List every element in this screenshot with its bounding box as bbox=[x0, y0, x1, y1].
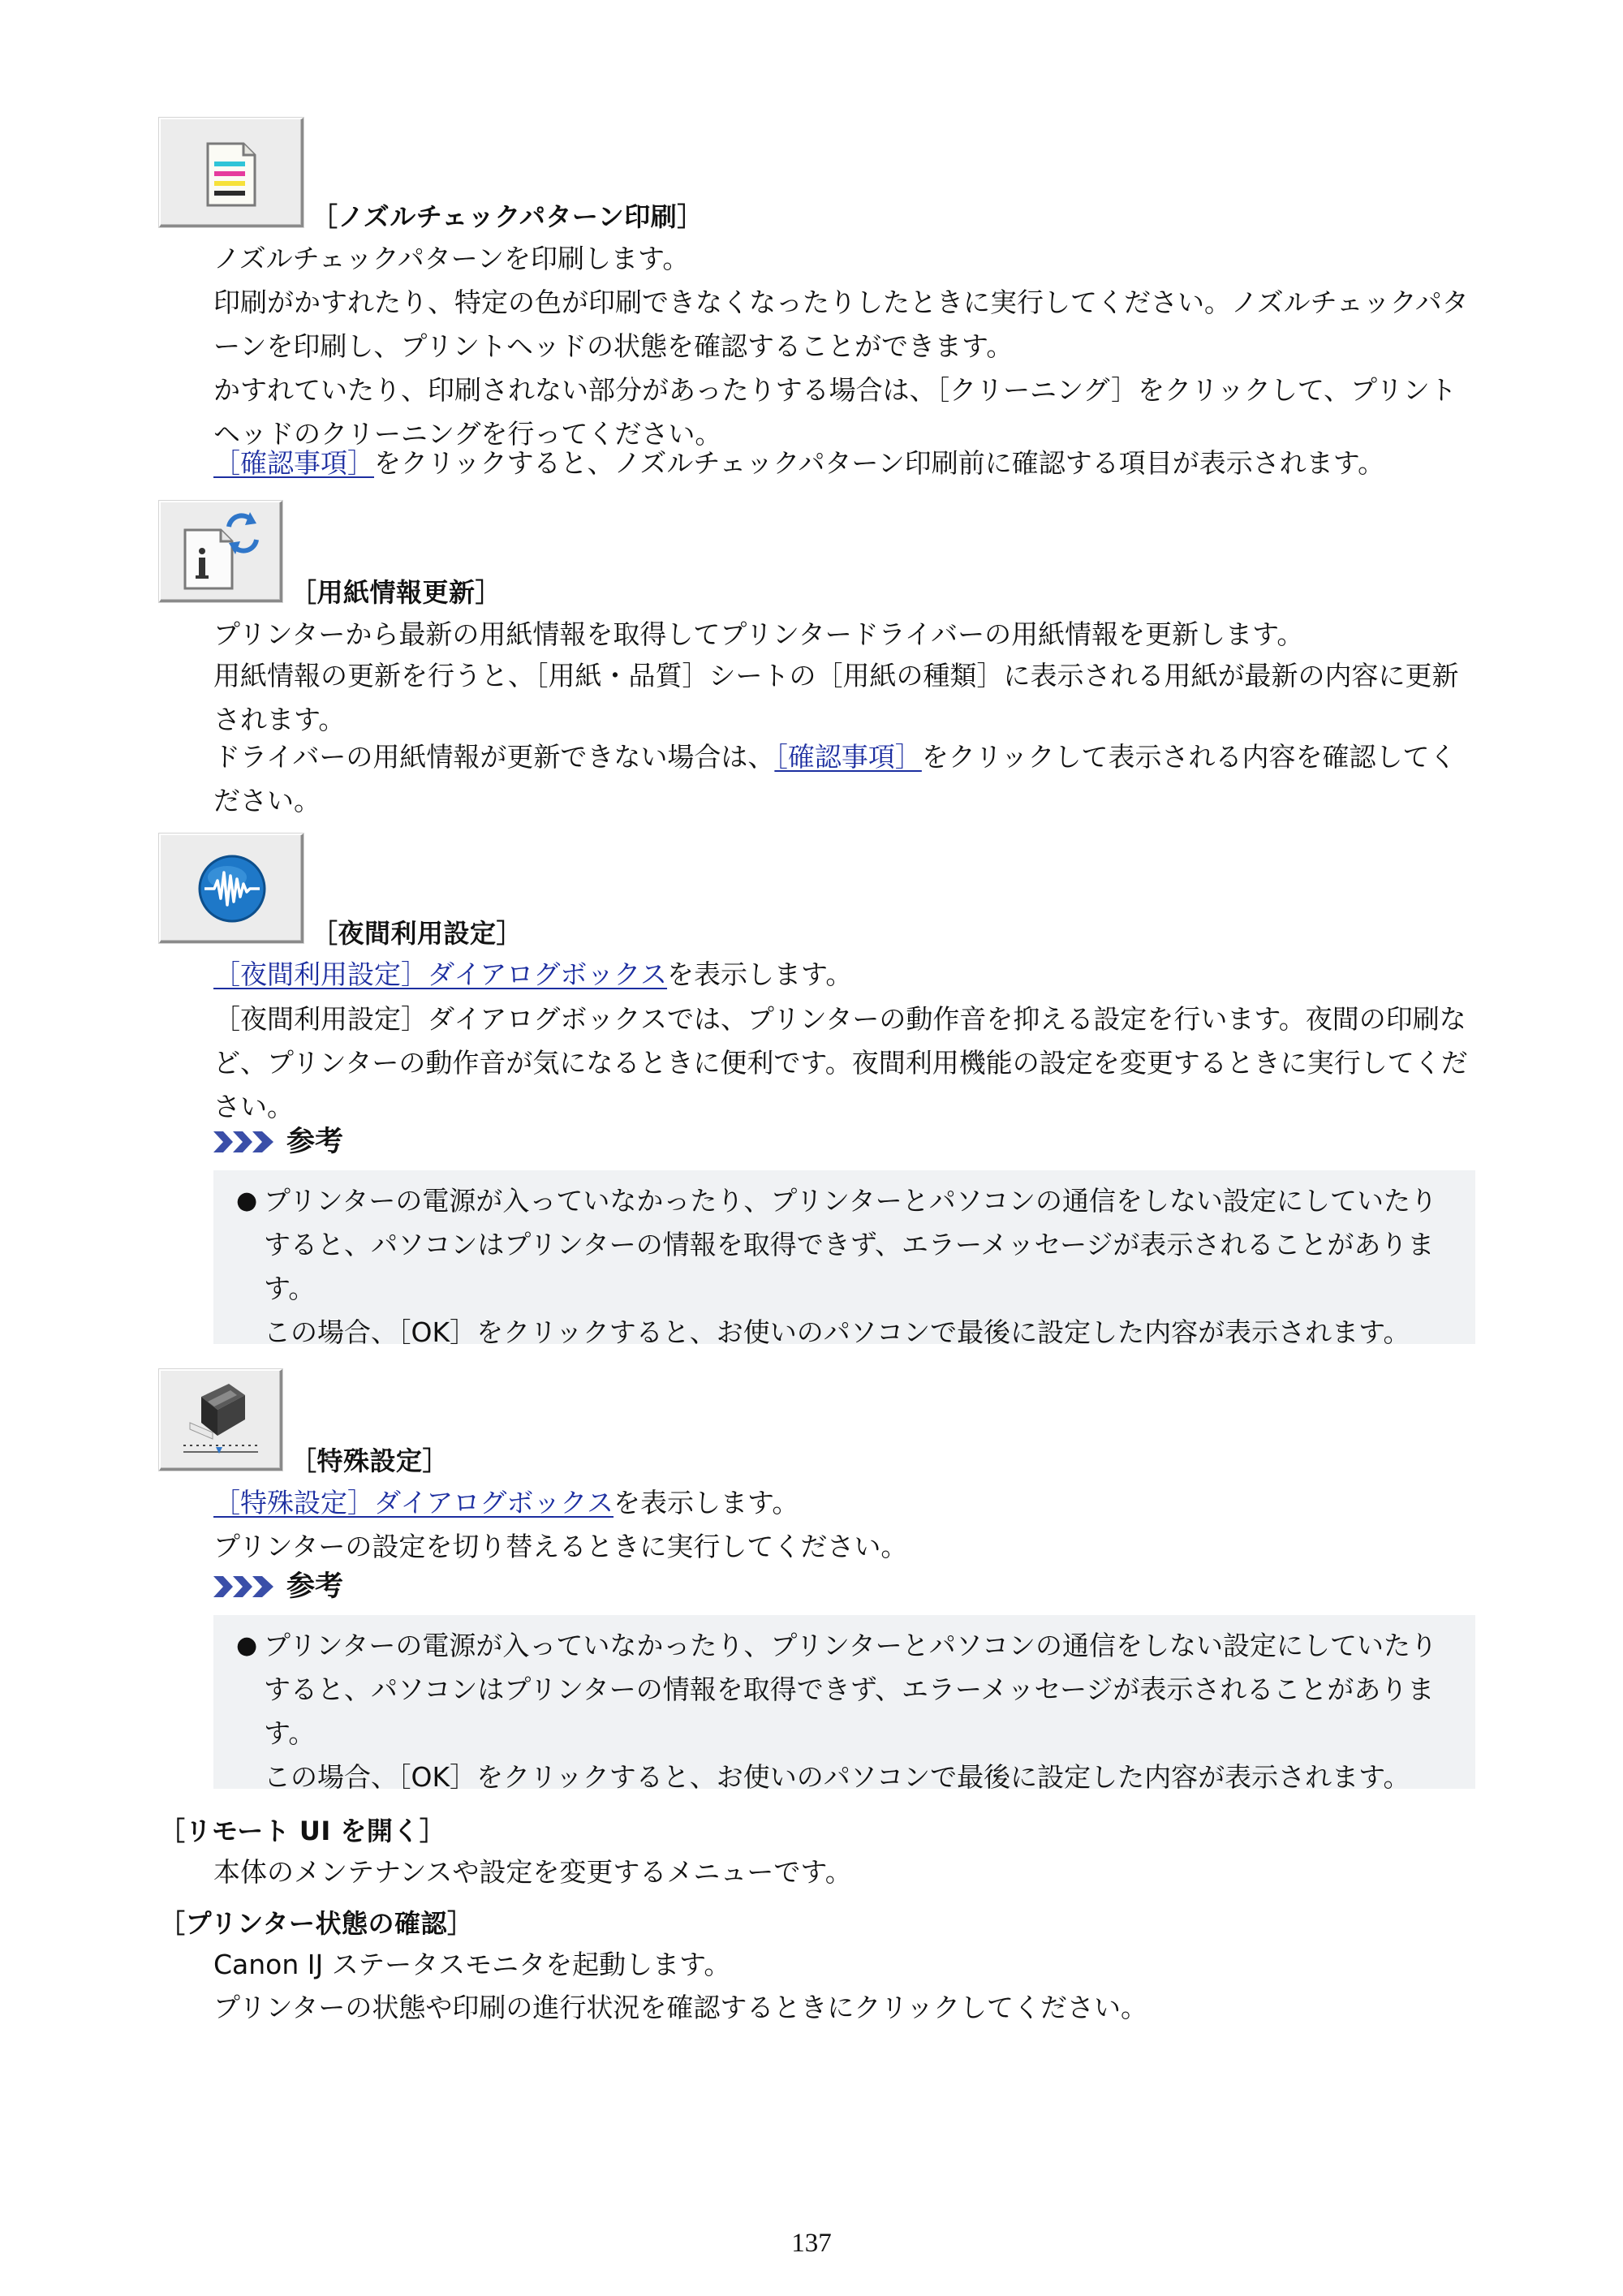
custom-settings-open-text: ［特殊設定］ダイアログボックスを表示します。 bbox=[213, 1487, 799, 1518]
printer-status-detail: プリンターの状態や印刷の進行状況を確認するときにクリックしてください。 bbox=[213, 1992, 1148, 2023]
nozzle-check-button[interactable] bbox=[159, 118, 304, 227]
media-info-update-failure: ドライバーの用紙情報が更新できない場合は、［確認事項］をクリックして表示される内容を確認してください。 bbox=[213, 741, 1457, 816]
nozzle-check-confirm-text: ［確認事項］をクリックすると、ノズルチェックパターン印刷前に確認する項目が表示されます。 bbox=[213, 447, 1385, 479]
bullet: ● bbox=[236, 1631, 258, 1660]
note-label: 参考 bbox=[286, 1570, 344, 1603]
note-label: 参考 bbox=[286, 1126, 344, 1158]
quiet-settings-button[interactable] bbox=[159, 834, 304, 943]
nozzle-check-heading: ［ノズルチェックパターン印刷］ bbox=[312, 201, 704, 232]
media-info-update-description: プリンターから最新の用紙情報を取得してプリンタードライバーの用紙情報を更新します。 bbox=[213, 618, 1304, 650]
printer-status-heading: ［プリンター状態の確認］ bbox=[159, 1908, 474, 1939]
bullet: ● bbox=[236, 1187, 258, 1215]
printer-status-description: Canon IJ ステータスモニタを起動します。 bbox=[213, 1949, 731, 1980]
note-heading bbox=[213, 1124, 343, 1160]
note-box-2 bbox=[213, 1615, 1475, 1793]
custom-settings-detail: プリンターの設定を切り替えるときに実行してください。 bbox=[213, 1531, 908, 1562]
media-info-update-button[interactable] bbox=[159, 501, 282, 602]
media-info-update-detail: 用紙情報の更新を行うと、［用紙・品質］シートの［用紙の種類］に表示される用紙が最新の内容に更新されます。 bbox=[213, 660, 1459, 735]
page-number: 137 bbox=[791, 2229, 832, 2258]
remote-ui-heading: ［リモート UI を開く］ bbox=[159, 1816, 446, 1846]
note-item-continued: この場合、［OK］をクリックすると、お使いのパソコンで最後に設定した内容が表示されます。 bbox=[264, 1316, 1410, 1348]
nozzle-check-when-text: 印刷がかすれたり、特定の色が印刷できなくなったりしたときに実行してください。ノズルチェックパターンを印刷し、プリントヘッドの状態を確認することができます。 bbox=[213, 286, 1469, 362]
custom-settings-button[interactable] bbox=[159, 1369, 282, 1471]
quiet-mode-sound-wave-icon bbox=[196, 853, 268, 924]
custom-settings-heading: ［特殊設定］ bbox=[291, 1445, 450, 1476]
note-item: ● プリンターの電源が入っていなかったり、プリンターとパソコンの通信をしない設定にしていたりすると、パソコンはプリンターの情報を取得できず、エラーメッセージが表示されることがあります。 bbox=[213, 1624, 1475, 1755]
confirm-items-link-2[interactable]: ［確認事項］ bbox=[774, 741, 922, 773]
note-item: ● プリンターの電源が入っていなかったり、プリンターとパソコンの通信をしない設定にしていたりすると、パソコンはプリンターの情報を取得できず、エラーメッセージが表示されることがあります。 bbox=[213, 1179, 1475, 1311]
note-arrows-icon bbox=[213, 1574, 275, 1599]
nozzle-check-description: ノズルチェックパターンを印刷します。 bbox=[213, 243, 690, 274]
note-arrows-icon bbox=[213, 1130, 275, 1154]
note-box bbox=[213, 1170, 1475, 1348]
custom-settings-dialog-link[interactable]: ［特殊設定］ダイアログボックス bbox=[213, 1487, 614, 1518]
quiet-settings-detail: ［夜間利用設定］ダイアログボックスでは、プリンターの動作音を抑える設定を行います。夜間の印刷など、プリンターの動作音が気になるときに便利です。夜間利用機能の設定を変更するときに実行してください。 bbox=[213, 1003, 1468, 1122]
quiet-settings-dialog-link[interactable]: ［夜間利用設定］ダイアログボックス bbox=[213, 958, 668, 990]
note-heading-2 bbox=[213, 1569, 343, 1605]
custom-settings-printer-icon bbox=[180, 1379, 261, 1457]
remote-ui-description: 本体のメンテナンスや設定を変更するメニューです。 bbox=[213, 1856, 852, 1888]
confirm-items-link[interactable]: ［確認事項］ bbox=[213, 447, 374, 479]
nozzle-check-document-icon bbox=[203, 140, 260, 209]
media-information-update-icon bbox=[175, 509, 266, 593]
quiet-settings-heading: ［夜間利用設定］ bbox=[312, 918, 523, 949]
media-info-update-heading: ［用紙情報更新］ bbox=[291, 577, 502, 608]
nozzle-check-cleaning-text: かすれていたり、印刷されない部分があったりする場合は、［クリーニング］をクリックして、プリントヘッドのクリーニングを行ってください。 bbox=[213, 374, 1457, 450]
quiet-settings-open-text: ［夜間利用設定］ダイアログボックスを表示します。 bbox=[213, 958, 853, 990]
note-item-continued: この場合、［OK］をクリックすると、お使いのパソコンで最後に設定した内容が表示されます。 bbox=[264, 1761, 1410, 1793]
